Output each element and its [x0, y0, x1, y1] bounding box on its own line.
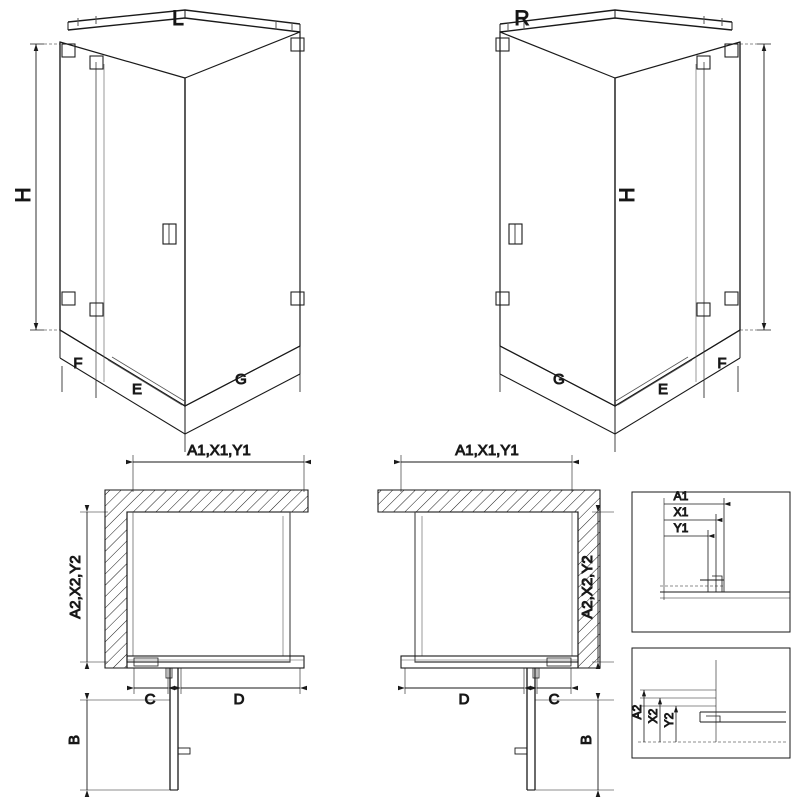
label-detail-a1: A1: [673, 489, 689, 503]
dimension-b-right: [535, 700, 614, 790]
label-height-left: H: [12, 187, 35, 203]
detail-view-bottom: [632, 648, 790, 758]
label-a1x1y1-right: A1,X1,Y1: [455, 442, 519, 459]
glass-panel-right-side: [615, 42, 740, 406]
label-e-right: E: [657, 381, 669, 398]
glass-door-left-view: [185, 32, 300, 406]
hinges-right: [496, 38, 738, 316]
dimension-feg-right: [500, 366, 738, 452]
dimension-cd-right: [405, 668, 571, 694]
dimension-a1-right: [401, 455, 572, 492]
enclosure-outline-left: [127, 512, 290, 662]
label-detail-a2: A2: [630, 704, 644, 720]
label-e-left: E: [131, 381, 143, 398]
label-c-left: C: [144, 691, 156, 708]
door-swing-right: [515, 668, 539, 790]
door-swing-left: [166, 668, 190, 790]
label-detail-y2: Y2: [662, 712, 676, 728]
label-detail-y1: Y1: [673, 521, 689, 535]
top-rail-right: [500, 10, 732, 32]
label-c-right: C: [548, 691, 560, 708]
dimension-a1-left: [133, 455, 304, 492]
glass-door-right-view: [500, 32, 615, 406]
label-d-right: D: [458, 691, 470, 708]
label-b-left: B: [66, 734, 83, 746]
wall-hatching-left: [105, 490, 308, 668]
label-a2x2y2-right: A2,X2,Y2: [579, 555, 596, 619]
label-g-left: G: [235, 371, 247, 388]
wall-hatching-right: [378, 490, 600, 668]
label-a1x1y1-left: A1,X1,Y1: [187, 442, 251, 459]
label-height-right: H: [616, 187, 639, 203]
top-rail-left: [68, 10, 300, 32]
hinges-left: [62, 38, 304, 316]
label-detail-x2: X2: [646, 708, 660, 724]
view-isometric-left: [30, 10, 304, 452]
label-b-right: B: [578, 734, 595, 746]
view-isometric-right: [496, 10, 771, 452]
dimension-h-left: [30, 44, 60, 330]
dimension-b-left: [80, 700, 170, 790]
door-handle-left: [163, 224, 176, 244]
label-g-right: G: [553, 371, 565, 388]
dimension-cd-left: [134, 668, 300, 694]
label-f-right: F: [717, 355, 727, 372]
label-d-left: D: [233, 691, 245, 708]
label-detail-x1: X1: [673, 505, 689, 519]
enclosure-outline-right: [415, 512, 578, 662]
dimension-a2-left: [80, 512, 108, 662]
dimension-feg-left: [62, 366, 300, 452]
label-f-left: F: [73, 355, 83, 372]
view-plan-left: [80, 455, 308, 790]
detail-view-top: [632, 492, 790, 632]
label-a2x2y2-left: A2,X2,Y2: [67, 555, 84, 619]
label-left-view: L: [172, 7, 184, 30]
label-right-view: R: [514, 7, 530, 30]
door-handle-right: [509, 224, 522, 244]
dimension-h-right: [740, 44, 771, 330]
